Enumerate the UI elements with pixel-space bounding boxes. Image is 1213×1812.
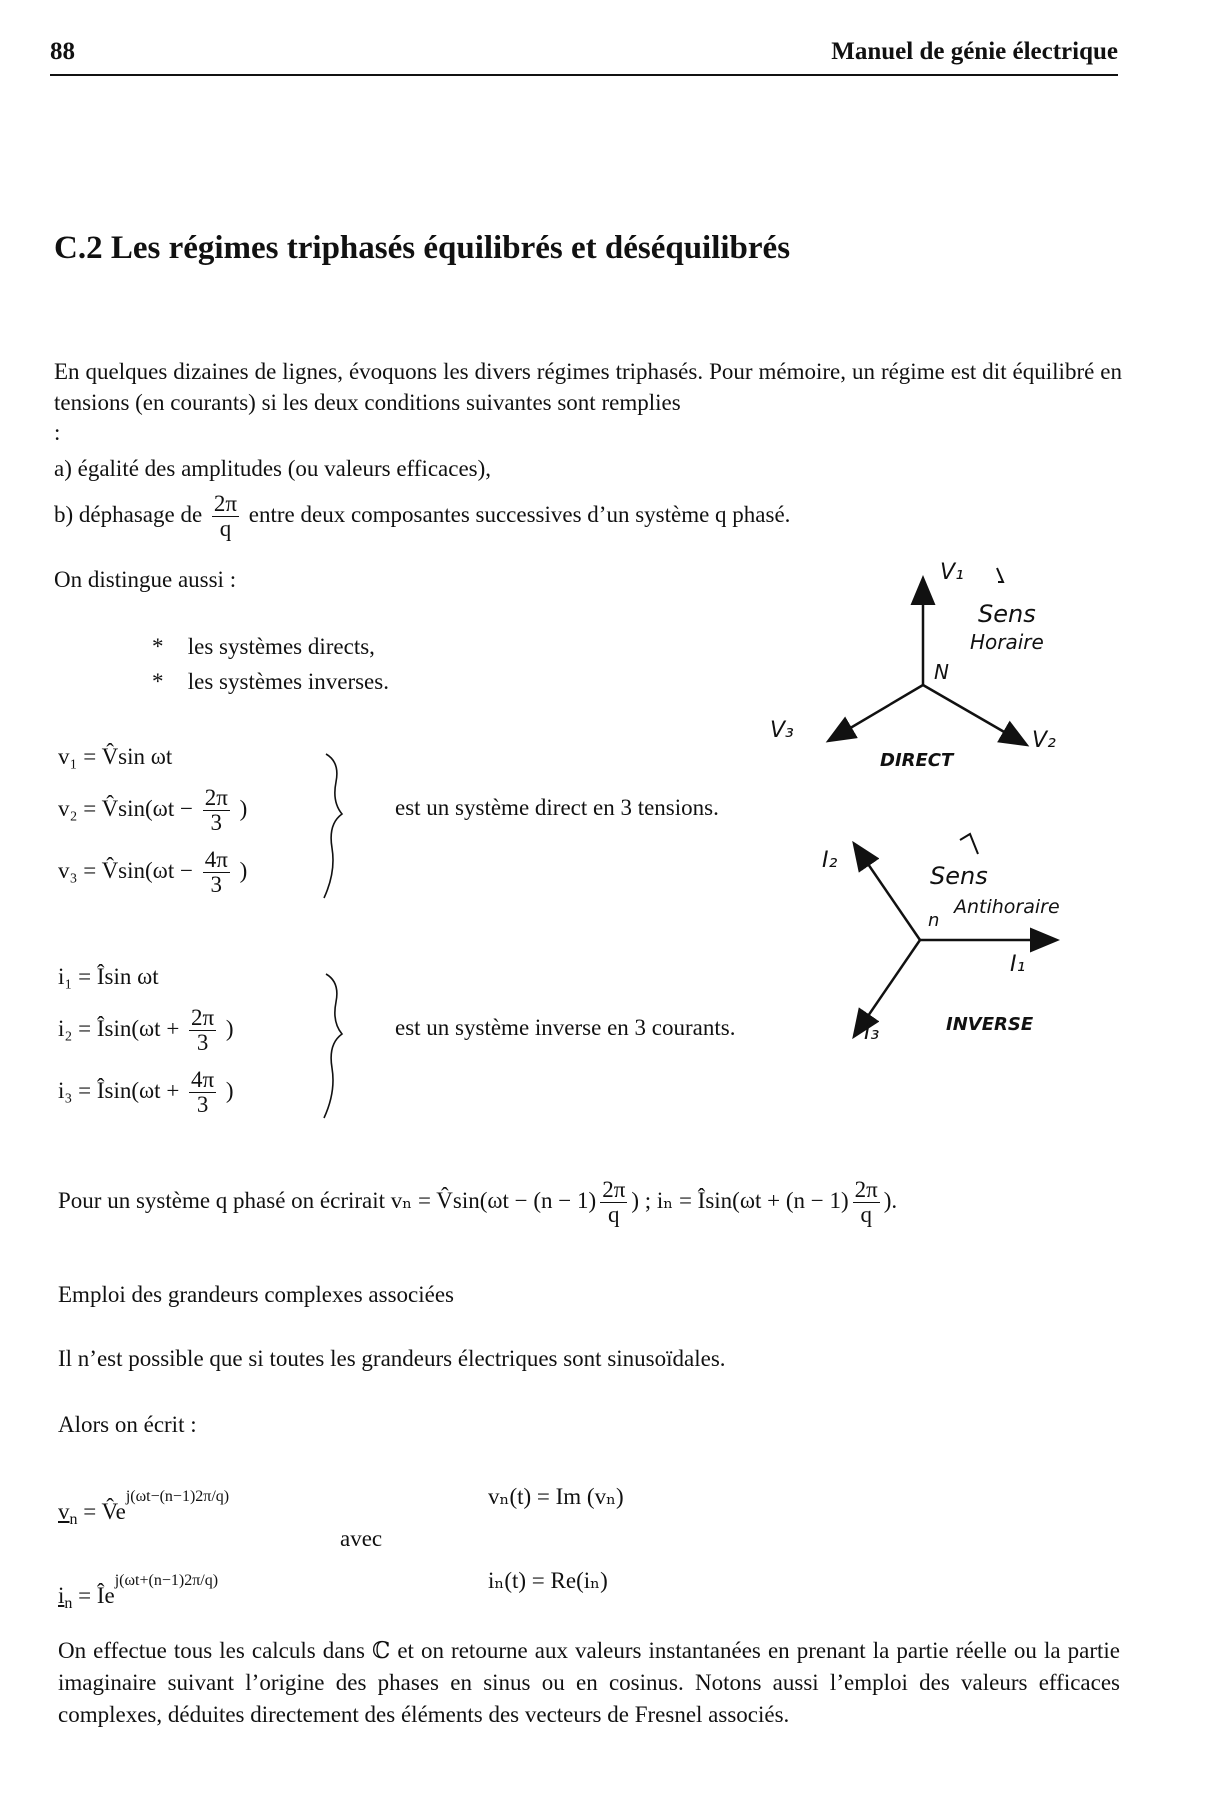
eq-i1: i₁ = Îsin ωt	[58, 964, 159, 989]
eq-v2	[58, 786, 247, 835]
eq-v3-lhs: v₃ = V̂sin(ωt −	[58, 857, 193, 883]
eq-close: )	[239, 857, 248, 883]
fraction-numerator: 2π	[602, 1177, 626, 1202]
qphase-line	[58, 1178, 897, 1227]
complex-vn-exponent: j(ωt−(n−1)2π/q)	[125, 1488, 230, 1505]
eq-v1: v₁ = V̂sin ωt	[58, 744, 173, 769]
vector-v3-label: V₃	[770, 718, 794, 743]
eq-i3	[58, 1068, 234, 1117]
eq-i3-fraction	[189, 1068, 216, 1117]
list-item	[152, 667, 389, 697]
fraction-numerator: 2π	[204, 785, 228, 810]
brace-direct	[318, 752, 358, 902]
eq-close: )	[225, 1077, 234, 1103]
with-word: avec	[340, 1526, 383, 1551]
intro-colon: :	[54, 420, 61, 445]
brace-inverse	[318, 972, 358, 1122]
complex-vn-rhs: = V̂e	[83, 1499, 126, 1524]
header-rule	[50, 74, 1118, 76]
qphase-vn-fraction	[600, 1178, 627, 1227]
complex-in-subscript: n	[64, 1595, 73, 1612]
condition-b-before: b) déphasage de	[54, 501, 203, 527]
complex-vn-eq	[58, 1482, 229, 1535]
vn-of-t-eq: vₙ(t) = Im (vₙ)	[488, 1484, 624, 1509]
fraction-denominator: q	[860, 1202, 872, 1228]
condition-a: a) égalité des amplitudes (ou valeurs efficaces),	[54, 456, 492, 481]
fraction-denominator: 3	[196, 1030, 209, 1056]
bullet-text: les systèmes directs,	[187, 634, 375, 659]
qphase-in-rhs: ).	[883, 1187, 898, 1213]
qphase-in-fraction	[853, 1178, 880, 1227]
complex-condition: Il n’est possible que si toutes les grandeurs électriques sont sinusoïdales.	[58, 1346, 726, 1371]
condition-b	[54, 492, 790, 541]
running-title: Manuel de génie électrique	[831, 38, 1118, 65]
eq-i2	[58, 1006, 234, 1055]
eq-v3-fraction	[203, 848, 230, 897]
fraction-numerator: 4π	[191, 1067, 215, 1092]
eq-v2-fraction	[203, 786, 230, 835]
sense-clockwise-line1: Sens	[978, 600, 1036, 628]
section-title: C.2 Les régimes triphasés équilibrés et déséquilibrés	[54, 230, 791, 266]
eq-i2-fraction	[189, 1006, 216, 1055]
sense-clockwise-line2: Horaire	[970, 630, 1044, 654]
eq-i3-lhs: i₃ = Îsin(ωt +	[58, 1077, 180, 1103]
in-of-t-eq: iₙ(t) = Re(iₙ)	[488, 1568, 608, 1593]
then-write: Alors on écrit :	[58, 1412, 197, 1437]
sense-counterclockwise-line1: Sens	[930, 862, 988, 890]
fraction-denominator: q	[608, 1202, 620, 1228]
vector-i2-label: I₂	[822, 848, 838, 873]
fraction-numerator: 2π	[213, 491, 238, 516]
fraction-denominator: 3	[210, 810, 222, 836]
page-number: 88	[50, 38, 75, 65]
vector-i3-label: I₃	[864, 1020, 880, 1045]
inverse-caption: est un système inverse en 3 courants.	[395, 1015, 736, 1040]
fraction-denominator: 3	[210, 872, 222, 898]
fraction-numerator: 2π	[854, 1177, 878, 1202]
vector-v1-label: V₁	[940, 560, 964, 585]
list-item	[152, 632, 389, 662]
direct-label: DIRECT	[880, 750, 954, 771]
fraction-denominator: 3	[196, 1092, 209, 1118]
complex-in-exponent: j(ωt+(n−1)2π/q)	[114, 1572, 219, 1589]
eq-close: )	[239, 795, 248, 821]
neutral-label-inverse: n	[928, 910, 940, 931]
fraction-numerator: 4π	[204, 847, 228, 872]
eq-v2-lhs: v₂ = V̂sin(ωt −	[58, 795, 193, 821]
distinguish-text: On distingue aussi :	[54, 567, 237, 592]
vector-v2-label: V₂	[1032, 728, 1056, 753]
complex-in-symbol: i	[58, 1583, 65, 1608]
fraction-denominator: q	[219, 516, 232, 542]
direct-caption: est un système direct en 3 tensions.	[395, 795, 719, 820]
neutral-label-direct: N	[934, 660, 949, 684]
condition-b-fraction	[212, 492, 239, 541]
complex-in-eq	[58, 1566, 218, 1619]
qphase-in-lhs: iₙ = Îsin(ωt + (n − 1)	[656, 1187, 849, 1213]
inverse-label: INVERSE	[946, 1014, 1034, 1035]
fraction-numerator: 2π	[191, 1005, 215, 1030]
condition-b-after: entre deux composantes successives d’un système q phasé.	[248, 501, 791, 527]
conclusion-paragraph: On effectue tous les calculs dans ℂ et on retourne aux valeurs instantanées en prenant la partie réelle ou la partie imaginaire suivant l’origine des phases en sinus ou en cosinus. Notons aussi l’emploi des valeurs efficaces complexes, déduites directement des éléments des vecteurs de Fresnel associés.	[58, 1638, 1120, 1727]
eq-i2-lhs: i₂ = Îsin(ωt +	[58, 1015, 180, 1041]
bullet-mark: *	[152, 634, 164, 659]
vector-i1-label: I₁	[1010, 952, 1026, 977]
bullet-mark: *	[152, 669, 164, 694]
complex-title: Emploi des grandeurs complexes associées	[58, 1282, 454, 1307]
qphase-text: Pour un système q phasé on écrirait	[58, 1187, 386, 1213]
complex-vn-subscript: n	[69, 1511, 78, 1528]
sense-counterclockwise-line2: Antihoraire	[954, 896, 1060, 918]
complex-in-rhs: = Îe	[78, 1583, 115, 1608]
qphase-vn-rhs: ) ;	[631, 1187, 652, 1213]
bullet-list	[152, 632, 389, 697]
bullet-text: les systèmes inverses.	[187, 669, 389, 694]
eq-close: )	[225, 1015, 234, 1041]
complex-vn-symbol: v	[58, 1499, 70, 1524]
qphase-vn-lhs: vₙ = V̂sin(ωt − (n − 1)	[390, 1187, 597, 1213]
eq-v3	[58, 848, 247, 897]
intro-paragraph: En quelques dizaines de lignes, évoquons les divers régimes triphasés. Pour mémoire, un régime est dit équilibré en tensions (en courants) si les deux conditions suivantes sont remplies	[54, 359, 1122, 415]
